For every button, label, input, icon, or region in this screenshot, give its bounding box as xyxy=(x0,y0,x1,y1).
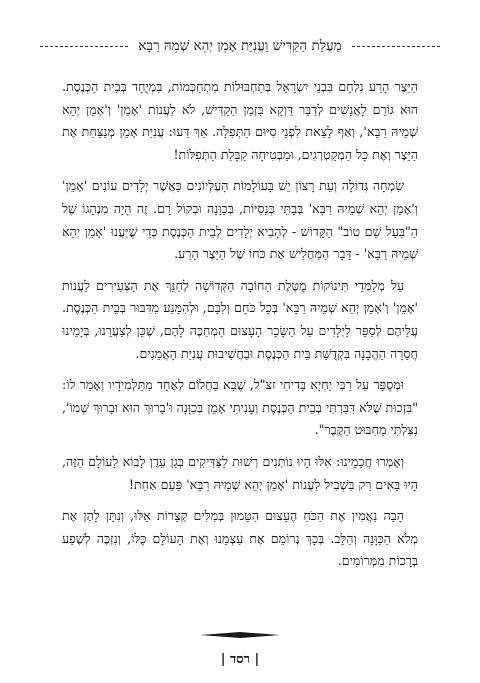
paragraph-3: עַל מְלַמְּדֵי תִּינוֹקוֹת מֻטֶּלֶת הַחוֹבָה הַקְּדוֹשָׁה לְחַנֵּךְ אֶת הַצְּעִירִים לַעֲנוֹת 'אָמֵן' וְ'אָמֵן יְהֵא שְׁמֵיהּ רַבָּא' בְּכָל כֹּחָם וְלִבָּם, וּלְהִמָּנַע מִדִּבּוּר בְּבֵית הַכְּנֶסֶת. עֲלֵיהֶם לְסַפֵּר לַיְּלָדִים עַל הַשָּׂכָר הָעָצוּם הַמְחַכֶּה לָהֶם, שֶׁכֵּן לְצַעֲרֵנוּ, בְּיָמֵינוּ חֲסֵרָה הַהֲבָנָה בִּקְדֻשַּׁת בֵּית הַכְּנֶסֶת וּבַחֲשִׁיבוּת עֲנִיַּת הָאֲמֵנִים. xyxy=(62,277,418,361)
paragraph-5: וְאָמְרוּ חֲכָמֵינוּ: אִלּוּ הָיוּ נוֹתְנִים רְשׁוּת לַצַּדִּיקִים בְּגַן עֵדֶן לָבוֹא לָעוֹלָם הַזֶּה, הָיוּ בָּאִים רַק בִּשְׁבִיל לַעֲנוֹת 'אָמֵן יְהֵא שְׁמֵיהּ רַבָּא' פַּעַם אַחַת! xyxy=(62,453,418,492)
header-rule-right xyxy=(352,46,440,47)
chapter-header xyxy=(0,38,480,54)
header-rule-left xyxy=(40,46,128,47)
page-number: | רסד | xyxy=(220,652,260,667)
main-text xyxy=(62,76,418,582)
paragraph-1: הַיֵּצֶר הָרַע נִלְחָם בִּבְנֵי יִשְׂרָאֵל בְּתַחְבּוּלוֹת מִתְחַכְּמוֹת, בִּמְיֻחָד בְּבֵית הַכְּנֶסֶת. הוּא גּוֹרֵם לָאֲנָשִׁים לְדַבֵּר דַּוְקָא בִּזְמַן הַקַּדִּישׁ, לֹא לַעֲנוֹת 'אָמֵן' וְ'אָמֵן יְהֵא שְׁמֵיהּ רַבָּא', וְאַף לָצֵאת לִפְנֵי סִיּוּם הַתְּפִלָּה. אַךְ דַּעוּ: עֲנִיַּת אָמֵן מְנַצַּחַת אֶת הַיֵּצֶר וְאֶת כָּל הַמְקַטְרְגִים, וּמַבְטִיחָה קַבָּלַת הַתְּפִלּוֹת! xyxy=(62,79,418,162)
paragraph-4: וּמְסֻפָּר עַל רַבִּי יַחְיָא בָּדִיחִי זצ"ל, שֶׁבָּא בַּחֲלוֹם לְאֶחָד מִתַּלְמִידָיו וְאָמַר לוֹ: "בִּזְכוּת שֶׁלֹּא דִּבַּרְתִּי בְּבֵית הַכְּנֶסֶת וְעָנִיתִי אָמֵן בְּכַוָּנָה וּ'בָרוּךְ הוּא וּבָרוּךְ שְׁמוֹ', נִצַּלְתִּי מֵחִבּוּט הַקֶּבֶר". xyxy=(62,377,418,438)
paragraph-2: שִׂמְחָה גְּדוֹלָה וְעֵת רָצוֹן יֵשׁ בָּעוֹלָמוֹת הָעֶלְיוֹנִים כַּאֲשֶׁר יְלָדִים עוֹנִים 'אָמֵן' וְ'אָמֵן יְהֵא שְׁמֵיהּ רַבָּא' בְּבָתֵּי כְּנֵסִיּוֹת, בְּכַוָּנָה וּבְקוֹל רָם. זֶה הָיָה מִנְהָגוֹ שֶׁל הַ"בַּעַל שֵׁם טוֹב" הַקָּדוֹשׁ - לְהָבִיא יְלָדִים לְבֵית הַכְּנֶסֶת כְּדֵי שֶׁיַּעֲנוּ 'אָמֵן יְהֵא שְׁמֵיהּ רַבָּא' - דָּבָר הַמַּחֲלִישׁ אֶת כֹּחוֹ שֶׁל הַיֵּצֶר הָרַע. xyxy=(62,178,418,262)
paragraph-6: הָבָה נַאֲמִין אֶת הַכֹּחַ הֶעָצוּם הַטָּמוּן בְּמִלִּים קְצָרוֹת אֵלּוּ, וְנִתֵּן לָהֶן אֶת מְלֹא הַכַּוָּנָה וְהַלֵּב. בְּכָךְ נְרוֹמֵם אֶת עַצְמֵנוּ וְאֶת הָעוֹלָם כֻּלּוֹ, וְנִזְכֶּה לְשֶׁפַע בְּרָכוֹת מִמְּרוֹמִים. xyxy=(62,508,418,569)
chapter-title: מַעֲלַת הַקַּדִּישׁ וַעֲנִיַּת אָמֵן יְהֵא שְׁמֵהּ רַבָּא xyxy=(138,38,342,54)
ornament-divider xyxy=(200,631,280,639)
